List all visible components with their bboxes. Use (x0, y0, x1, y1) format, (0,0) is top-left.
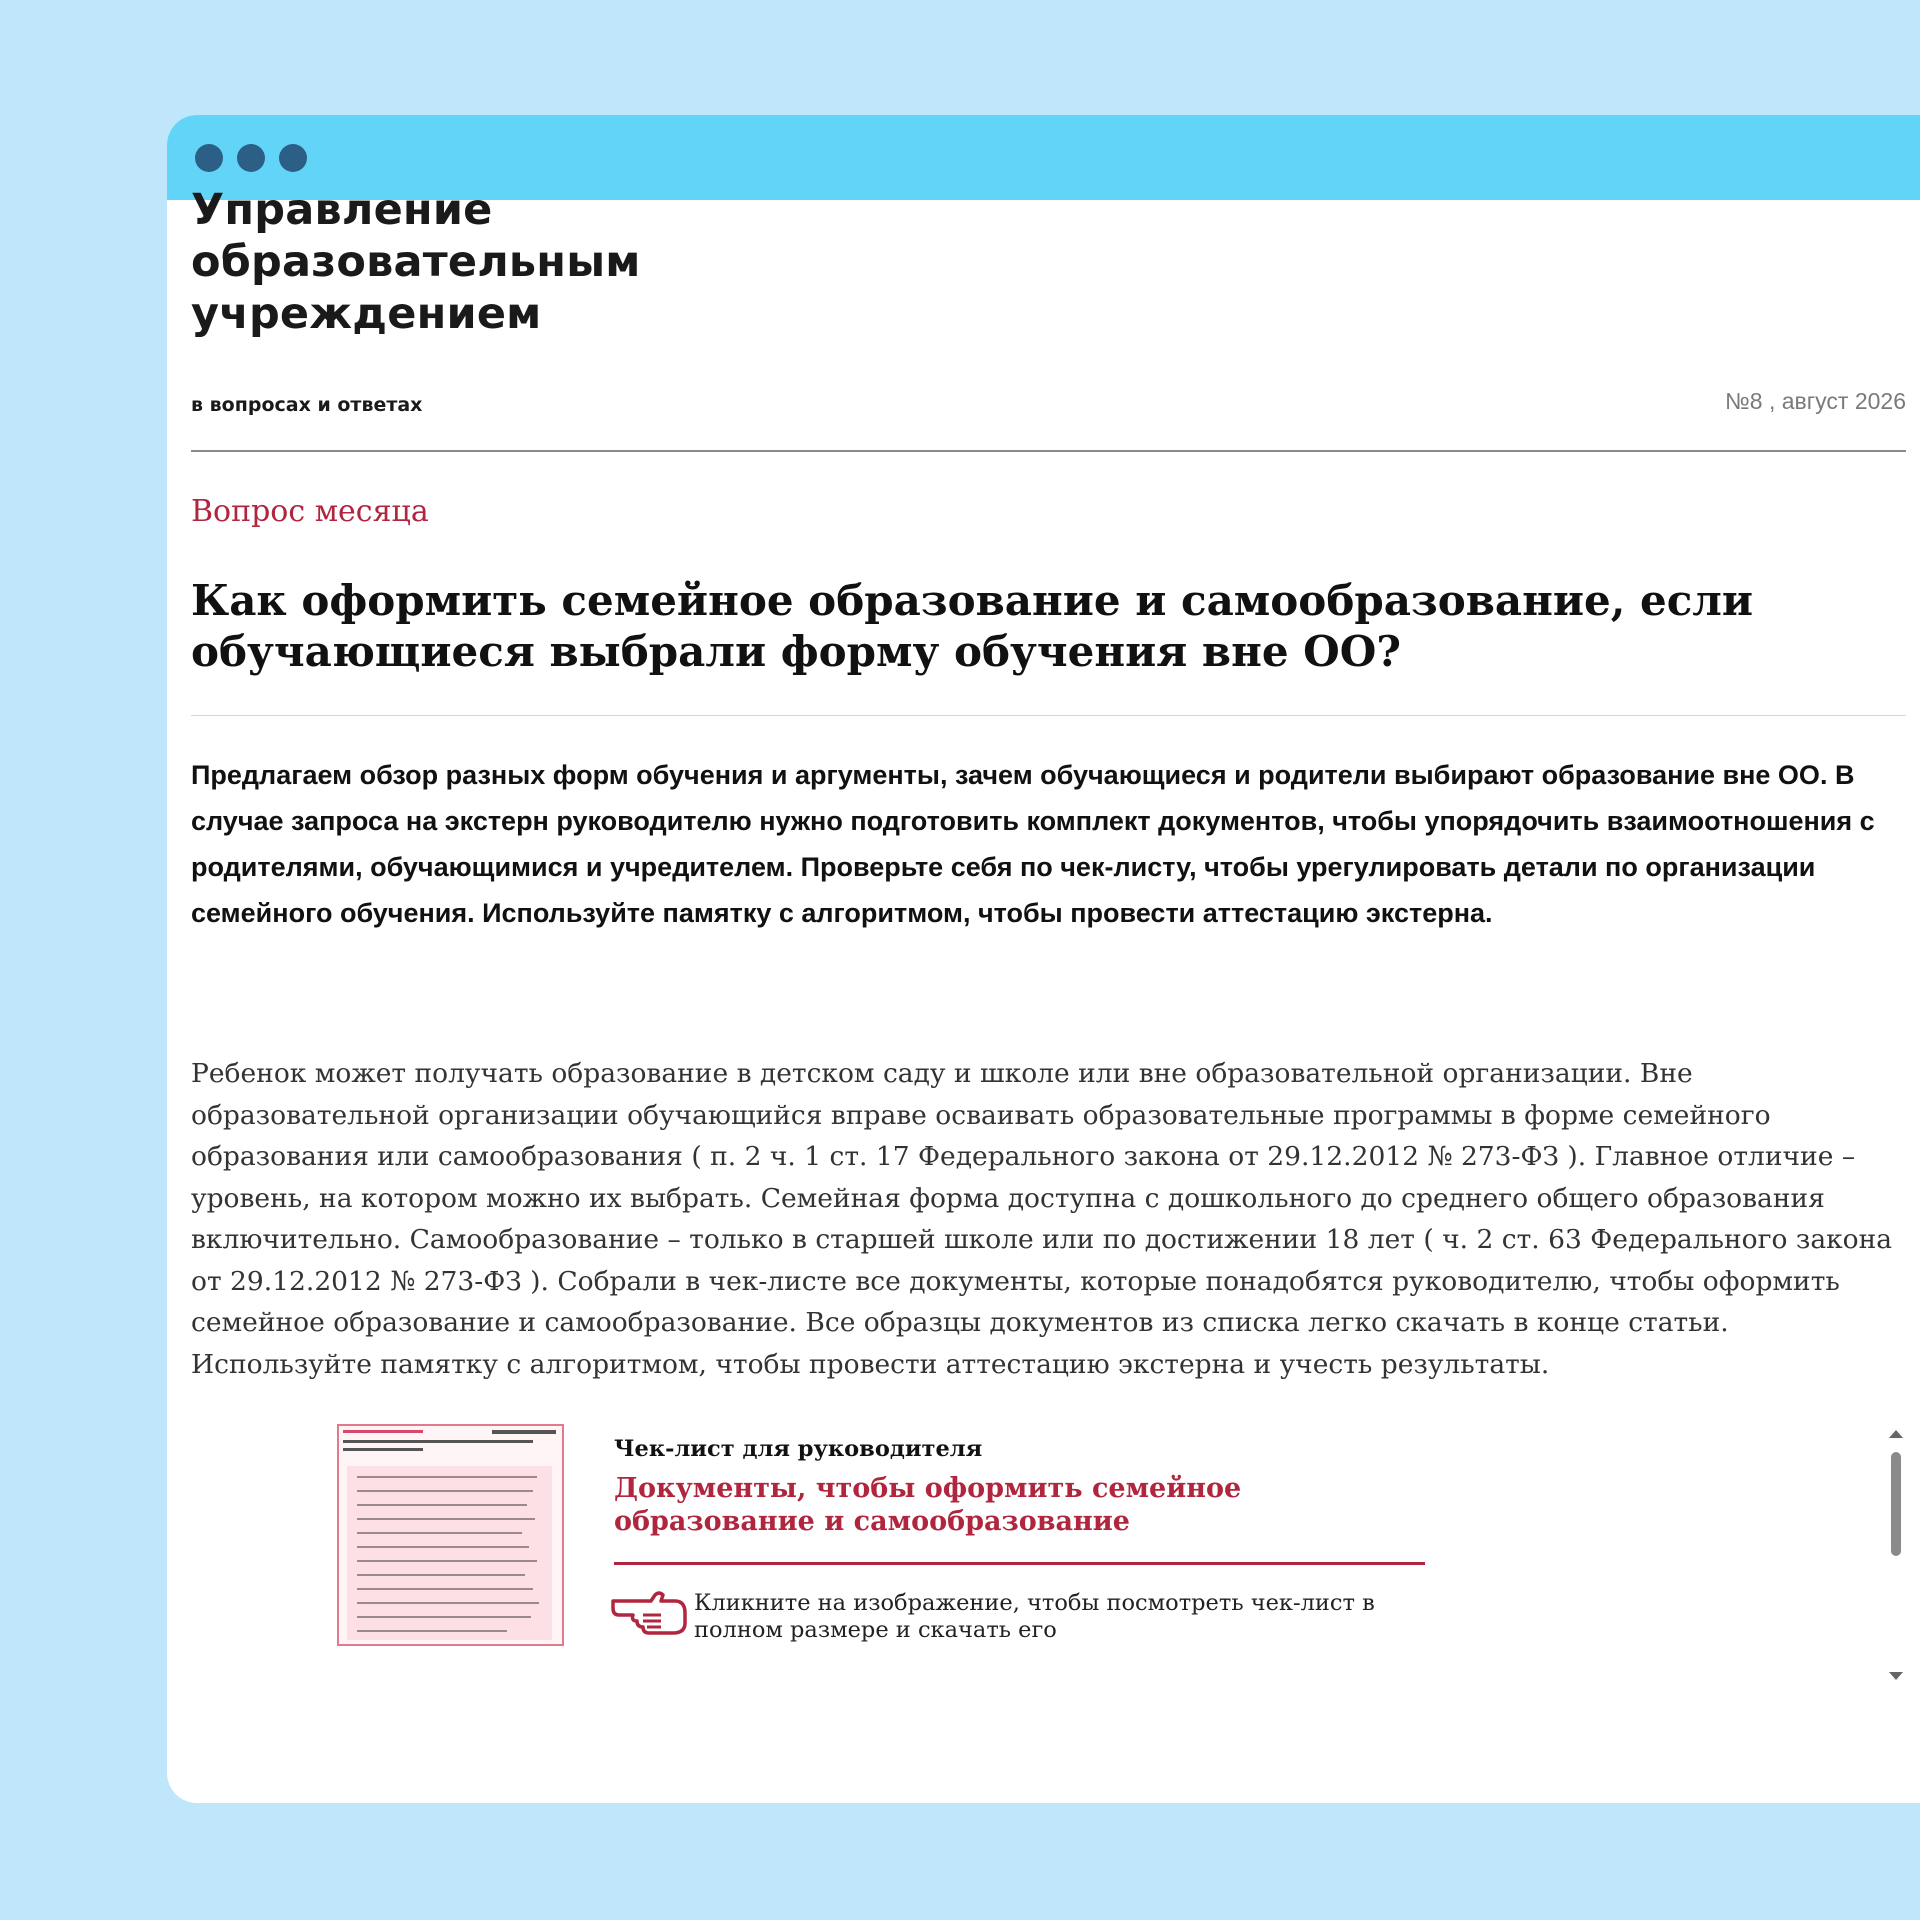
checklist-title[interactable]: Документы, чтобы оформить семейное образование и самообразование (614, 1473, 1242, 1537)
window-control-dot[interactable] (195, 144, 223, 172)
headline-divider (191, 715, 1906, 716)
checklist-card[interactable] (191, 1422, 1906, 1672)
section-kicker[interactable]: Вопрос месяца (191, 494, 429, 529)
checklist-hint: Кликните на изображение, чтобы посмотреть чек-лист в полном размере и скачать его (694, 1590, 1375, 1643)
window-control-dot[interactable] (237, 144, 265, 172)
article-body: Ребенок может получать образование в детском саду и школе или вне образовательной организации. Вне образовательной организации обучающийся вправе осваивать образовательные программы в форме семейного образования или самообразования ( п. 2 ч. 1 ст. 17 Федерального закона от 29.12.2012 № 273-ФЗ ). Главное отличие – уровень, на котором можно их выбрать. Семейная форма доступна с дошкольного до среднего общего образования включительно. Самообразование – только в старшей школе или по достижении 18 лет ( ч. 2 ст. 63 Федерального закона от 29.12.2012 № 273-ФЗ ). Собрали в чек-листе все документы, которые понадобятся руководителю, чтобы оформить семейное образование и самообразование. Все образцы документов из списка легко скачать в конце статьи. Используйте памятку с алгоритмом, чтобы провести аттестацию экстерна и учесть результаты. (191, 1058, 1893, 1380)
checklist-divider (614, 1562, 1425, 1565)
scrollbar-thumb[interactable] (1891, 1452, 1901, 1556)
scroll-up-arrow[interactable] (1889, 1430, 1903, 1438)
publication-title[interactable] (191, 184, 641, 340)
publication-title-line: образовательным (191, 237, 641, 287)
issue-info: №8 , август 2026 (1725, 388, 1906, 414)
pointing-hand-icon (611, 1587, 687, 1637)
publication-title-line: учреждением (191, 289, 542, 339)
article-headline: Как оформить семейное образование и самообразование, если обучающиеся выбрали форму обучения вне ОО? (191, 576, 1754, 676)
checklist-label: Чек-лист для руководителя (614, 1436, 983, 1462)
article-lead: Предлагаем обзор разных форм обучения и аргументы, зачем обучающиеся и родители выбирают образование вне ОО. В случае запроса на экстерн руководителю нужно подготовить комплект документов, чтобы упорядочить взаимоотношения с родителями, обучающимися и учредителем. Проверьте себя по чек-листу, чтобы урегулировать детали по организации семейного обучения. Используйте памятку с алгоритмом, чтобы провести аттестацию экстерна. (191, 760, 1875, 928)
scroll-down-arrow[interactable] (1889, 1672, 1903, 1680)
publication-subtitle: в вопросах и ответах (191, 394, 423, 416)
header-divider (191, 450, 1906, 452)
publication-title-line: Управление (191, 185, 493, 235)
window-control-dot[interactable] (279, 144, 307, 172)
checklist-thumbnail[interactable] (337, 1424, 564, 1646)
